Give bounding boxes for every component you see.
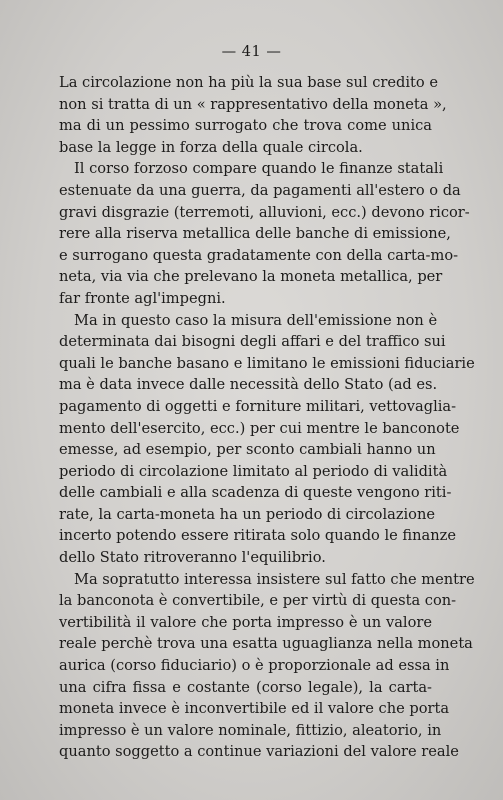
text-line: periodo di circolazione limitato al periodo di validità <box>59 462 448 480</box>
text-line: Ma in questo caso la misura dell'emissione non è <box>74 311 438 329</box>
text-line: far fronte agl'impegni. <box>59 289 226 307</box>
text-line: gravi disgrazie (terremoti, alluvioni, ecc.) devono ricor- <box>59 203 470 221</box>
paragraph <box>59 158 470 309</box>
text-line: rate, la carta-moneta ha un periodo di circolazione <box>59 505 435 523</box>
text-line: aurica (corso fiduciario) o è proporzionale ad essa in <box>59 657 450 675</box>
text-line: non si tratta di un « rappresentativo della moneta », <box>59 95 447 113</box>
body-text <box>59 72 475 763</box>
text-line: dello Stato ritroveranno l'equilibrio. <box>59 549 326 567</box>
text-line: la banconota è convertibile, e per virtù di questa con- <box>59 592 457 610</box>
text-line: La circolazione non ha più la sua base sul credito e <box>59 74 438 91</box>
text-line: quanto soggetto a continue variazioni del valore reale <box>59 743 459 761</box>
text-line: Ma sopratutto interessa insistere sul fatto che mentre <box>74 570 475 588</box>
text-line: incerto potendo essere ritirata solo quando le finanze <box>59 527 456 545</box>
text-line: impresso è un valore nominale, fittizio, aleatorio, in <box>59 721 442 739</box>
text-line: neta, via via che prelevano la moneta metallica, per <box>59 268 443 286</box>
text-line: rere alla riserva metallica delle banche di emissione, <box>59 225 451 243</box>
text-line: reale perchè trova una esatta uguaglianza nella moneta <box>59 635 473 653</box>
text-line: estenuate da una guerra, da pagamenti all'estero o da <box>59 181 461 199</box>
text-line: quali le banche basano e limitano le emissioni fiduciarie <box>59 354 475 372</box>
paragraph <box>59 569 475 763</box>
text-line: una cifra fissa e costante (corso legale), la carta- <box>59 678 432 696</box>
text-line: delle cambiali e alla scadenza di queste vengono riti- <box>59 484 452 502</box>
text-line: ma è data invece dalle necessità dello Stato (ad es. <box>59 376 438 394</box>
text-line: vertibilità il valore che porta impresso è un valore <box>59 613 432 631</box>
text-line: mento dell'esercito, ecc.) per cui mentre le banconote <box>59 419 460 437</box>
text-line: Il corso forzoso compare quando le finanze statali <box>74 160 444 178</box>
text-line: pagamento di oggetti e forniture militari, vettovaglia- <box>59 397 457 415</box>
text-line: e surrogano questa gradatamente con della carta-mo- <box>59 246 459 264</box>
text-line: ma di un pessimo surrogato che trova come unica <box>59 117 432 135</box>
text-line: determinata dai bisogni degli affari e del traffico sui <box>59 333 446 351</box>
page-number: — 41 — <box>221 44 282 60</box>
text-line: moneta invece è inconvertibile ed il valore che porta <box>59 700 450 718</box>
paragraph <box>59 310 475 569</box>
text-line: base la legge in forza della quale circola. <box>59 138 363 156</box>
text-line: emesse, ad esempio, per sconto cambiali hanno un <box>59 441 436 459</box>
paragraph <box>59 72 447 158</box>
